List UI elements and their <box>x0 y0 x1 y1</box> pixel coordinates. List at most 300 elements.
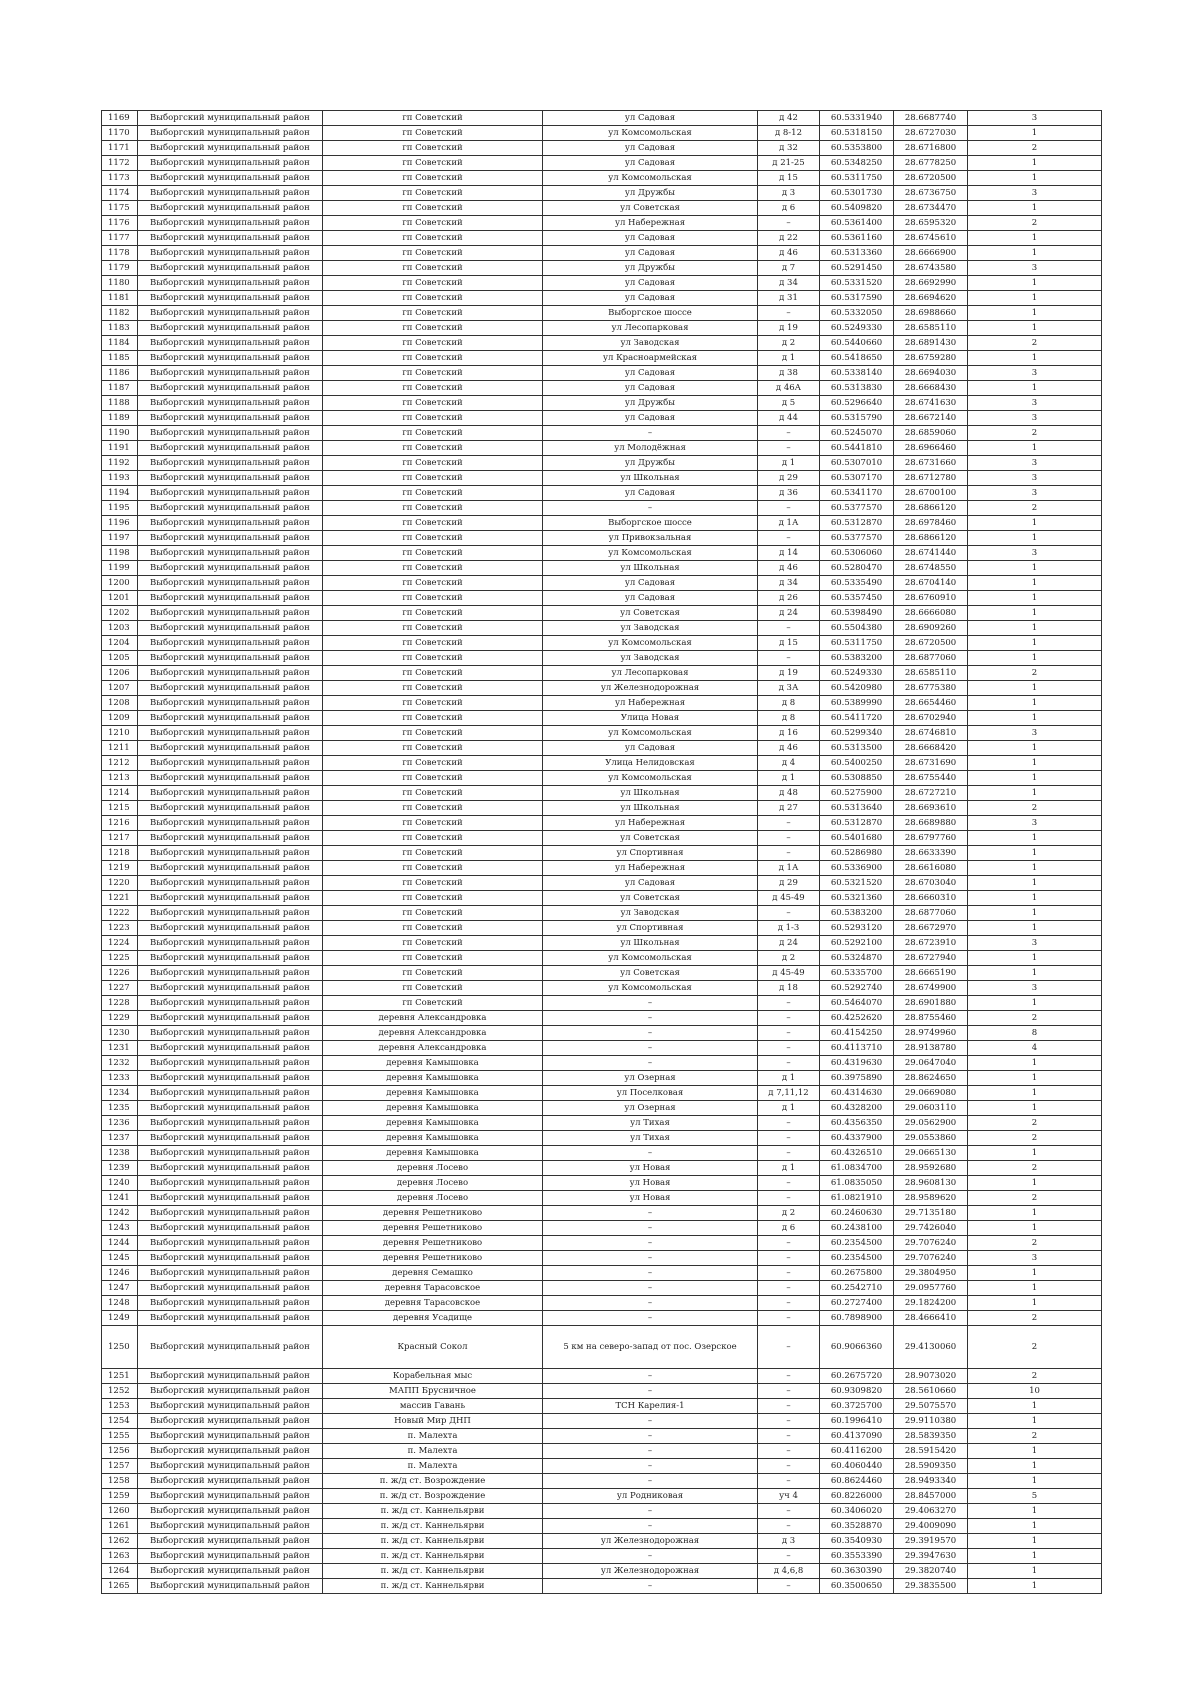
street-cell: – <box>543 1504 758 1519</box>
latitude-cell: 60.5318150 <box>820 126 894 141</box>
street-cell: ул Новая <box>543 1176 758 1191</box>
street-cell: ул Школьная <box>543 561 758 576</box>
row-number-cell: 1255 <box>102 1429 138 1444</box>
district-cell: Выборгский муниципальный район <box>138 1221 323 1236</box>
longitude-cell: 29.7135180 <box>894 1206 968 1221</box>
district-cell: Выборгский муниципальный район <box>138 201 323 216</box>
locality-cell: п. ж/д ст. Каннельярви <box>323 1534 543 1549</box>
table-row <box>102 531 1102 546</box>
count-cell: 1 <box>968 1444 1102 1459</box>
longitude-cell: 28.6877060 <box>894 651 968 666</box>
count-cell: 2 <box>968 666 1102 681</box>
longitude-cell: 28.6595320 <box>894 216 968 231</box>
longitude-cell: 28.6689880 <box>894 816 968 831</box>
locality-cell: гп Советский <box>323 711 543 726</box>
table-row <box>102 801 1102 816</box>
house-cell: – <box>758 831 820 846</box>
street-cell: – <box>543 1474 758 1489</box>
longitude-cell: 28.6775380 <box>894 681 968 696</box>
longitude-cell: 29.0647040 <box>894 1056 968 1071</box>
row-number-cell: 1244 <box>102 1236 138 1251</box>
street-cell: ул Советская <box>543 966 758 981</box>
district-cell: Выборгский муниципальный район <box>138 306 323 321</box>
locality-cell: гп Советский <box>323 606 543 621</box>
row-number-cell: 1263 <box>102 1549 138 1564</box>
longitude-cell: 28.6712780 <box>894 471 968 486</box>
house-cell: – <box>758 1504 820 1519</box>
house-cell: – <box>758 1399 820 1414</box>
table-row <box>102 486 1102 501</box>
longitude-cell: 28.6665190 <box>894 966 968 981</box>
district-cell: Выборгский муниципальный район <box>138 576 323 591</box>
latitude-cell: 60.5504380 <box>820 621 894 636</box>
locality-cell: гп Советский <box>323 216 543 231</box>
longitude-cell: 28.6702940 <box>894 711 968 726</box>
street-cell: ул Железнодорожная <box>543 1564 758 1579</box>
locality-cell: гп Советский <box>323 441 543 456</box>
longitude-cell: 28.6666900 <box>894 246 968 261</box>
row-number-cell: 1264 <box>102 1564 138 1579</box>
district-cell: Выборгский муниципальный район <box>138 1369 323 1384</box>
table-row <box>102 306 1102 321</box>
district-cell: Выборгский муниципальный район <box>138 1519 323 1534</box>
district-cell: Выборгский муниципальный район <box>138 1041 323 1056</box>
locality-cell: деревня Решетниково <box>323 1221 543 1236</box>
latitude-cell: 60.5317590 <box>820 291 894 306</box>
district-cell: Выборгский муниципальный район <box>138 471 323 486</box>
longitude-cell: 28.8755460 <box>894 1011 968 1026</box>
table-row <box>102 786 1102 801</box>
row-number-cell: 1218 <box>102 846 138 861</box>
latitude-cell: 60.5313500 <box>820 741 894 756</box>
count-cell: 2 <box>968 1429 1102 1444</box>
house-cell: – <box>758 651 820 666</box>
row-number-cell: 1246 <box>102 1266 138 1281</box>
district-cell: Выборгский муниципальный район <box>138 1564 323 1579</box>
house-cell: – <box>758 1056 820 1071</box>
table-row <box>102 1206 1102 1221</box>
district-cell: Выборгский муниципальный район <box>138 636 323 651</box>
table-row <box>102 966 1102 981</box>
table-row <box>102 501 1102 516</box>
latitude-cell: 60.2542710 <box>820 1281 894 1296</box>
locality-cell: гп Советский <box>323 816 543 831</box>
street-cell: – <box>543 1146 758 1161</box>
count-cell: 1 <box>968 591 1102 606</box>
locality-cell: деревня Решетниково <box>323 1236 543 1251</box>
locality-cell: п. ж/д ст. Каннельярви <box>323 1579 543 1594</box>
latitude-cell: 60.5338140 <box>820 366 894 381</box>
street-cell: – <box>543 1311 758 1326</box>
latitude-cell: 60.5401680 <box>820 831 894 846</box>
house-cell: д 48 <box>758 786 820 801</box>
district-cell: Выборгский муниципальный район <box>138 1281 323 1296</box>
latitude-cell: 61.0834700 <box>820 1161 894 1176</box>
row-number-cell: 1190 <box>102 426 138 441</box>
longitude-cell: 28.6741630 <box>894 396 968 411</box>
table-row <box>102 756 1102 771</box>
longitude-cell: 28.6909260 <box>894 621 968 636</box>
row-number-cell: 1241 <box>102 1191 138 1206</box>
count-cell: 1 <box>968 516 1102 531</box>
house-cell: д 22 <box>758 231 820 246</box>
longitude-cell: 29.4063270 <box>894 1504 968 1519</box>
row-number-cell: 1186 <box>102 366 138 381</box>
street-cell: ул Новая <box>543 1191 758 1206</box>
latitude-cell: 60.5301730 <box>820 186 894 201</box>
longitude-cell: 28.6749900 <box>894 981 968 996</box>
street-cell: ул Комсомольская <box>543 951 758 966</box>
locality-cell: гп Советский <box>323 951 543 966</box>
longitude-cell: 28.8624650 <box>894 1071 968 1086</box>
house-cell: д 1А <box>758 516 820 531</box>
house-cell: – <box>758 1251 820 1266</box>
locality-cell: п. Малехта <box>323 1429 543 1444</box>
street-cell: – <box>543 1429 758 1444</box>
count-cell: 1 <box>968 1071 1102 1086</box>
longitude-cell: 28.6687740 <box>894 111 968 126</box>
latitude-cell: 60.5321520 <box>820 876 894 891</box>
street-cell: ул Спортивная <box>543 846 758 861</box>
street-cell: ул Школьная <box>543 471 758 486</box>
longitude-cell: 28.6720500 <box>894 636 968 651</box>
table-row <box>102 1549 1102 1564</box>
latitude-cell: 60.5411720 <box>820 711 894 726</box>
locality-cell: гп Советский <box>323 291 543 306</box>
district-cell: Выборгский муниципальный район <box>138 891 323 906</box>
table-row <box>102 606 1102 621</box>
street-cell: ул Советская <box>543 891 758 906</box>
district-cell: Выборгский муниципальный район <box>138 1011 323 1026</box>
locality-cell: гп Советский <box>323 771 543 786</box>
count-cell: 2 <box>968 1011 1102 1026</box>
district-cell: Выборгский муниципальный район <box>138 1191 323 1206</box>
row-number-cell: 1180 <box>102 276 138 291</box>
count-cell: 1 <box>968 441 1102 456</box>
district-cell: Выборгский муниципальный район <box>138 741 323 756</box>
count-cell: 1 <box>968 906 1102 921</box>
longitude-cell: 28.6736750 <box>894 186 968 201</box>
street-cell: ул Комсомольская <box>543 636 758 651</box>
count-cell: 1 <box>968 951 1102 966</box>
district-cell: Выборгский муниципальный район <box>138 666 323 681</box>
latitude-cell: 60.5464070 <box>820 996 894 1011</box>
table-row <box>102 846 1102 861</box>
locality-cell: гп Советский <box>323 426 543 441</box>
latitude-cell: 60.4116200 <box>820 1444 894 1459</box>
latitude-cell: 60.9309820 <box>820 1384 894 1399</box>
row-number-cell: 1173 <box>102 171 138 186</box>
count-cell: 1 <box>968 1101 1102 1116</box>
district-cell: Выборгский муниципальный район <box>138 216 323 231</box>
district-cell: Выборгский муниципальный район <box>138 1579 323 1594</box>
district-cell: Выборгский муниципальный район <box>138 1399 323 1414</box>
count-cell: 1 <box>968 1146 1102 1161</box>
table-row <box>102 111 1102 126</box>
longitude-cell: 29.1824200 <box>894 1296 968 1311</box>
street-cell: ул Садовая <box>543 111 758 126</box>
street-cell: ул Садовая <box>543 411 758 426</box>
house-cell: – <box>758 1414 820 1429</box>
count-cell: 2 <box>968 1236 1102 1251</box>
table-row <box>102 1504 1102 1519</box>
count-cell: 1 <box>968 1519 1102 1534</box>
latitude-cell: 60.5249330 <box>820 321 894 336</box>
longitude-cell: 28.6743580 <box>894 261 968 276</box>
latitude-cell: 60.5311750 <box>820 171 894 186</box>
table-row <box>102 336 1102 351</box>
street-cell: Улица Новая <box>543 711 758 726</box>
table-row <box>102 1369 1102 1384</box>
row-number-cell: 1178 <box>102 246 138 261</box>
row-number-cell: 1201 <box>102 591 138 606</box>
latitude-cell: 60.5440660 <box>820 336 894 351</box>
street-cell: – <box>543 1549 758 1564</box>
house-cell: – <box>758 1281 820 1296</box>
longitude-cell: 28.6633390 <box>894 846 968 861</box>
street-cell: Улица Нелидовская <box>543 756 758 771</box>
row-number-cell: 1179 <box>102 261 138 276</box>
district-cell: Выборгский муниципальный район <box>138 1459 323 1474</box>
district-cell: Выборгский муниципальный район <box>138 366 323 381</box>
street-cell: ул Дружбы <box>543 261 758 276</box>
house-cell: д 6 <box>758 1221 820 1236</box>
count-cell: 2 <box>968 1131 1102 1146</box>
longitude-cell: 29.3919570 <box>894 1534 968 1549</box>
locality-cell: гп Советский <box>323 666 543 681</box>
street-cell: ул Комсомольская <box>543 171 758 186</box>
locality-cell: гп Советский <box>323 366 543 381</box>
latitude-cell: 60.5331520 <box>820 276 894 291</box>
longitude-cell: 28.6585110 <box>894 666 968 681</box>
count-cell: 1 <box>968 246 1102 261</box>
row-number-cell: 1250 <box>102 1326 138 1369</box>
count-cell: 2 <box>968 1191 1102 1206</box>
street-cell: ул Садовая <box>543 576 758 591</box>
longitude-cell: 28.6672140 <box>894 411 968 426</box>
district-cell: Выборгский муниципальный район <box>138 291 323 306</box>
street-cell: ул Дружбы <box>543 186 758 201</box>
house-cell: д 2 <box>758 951 820 966</box>
count-cell: 2 <box>968 1311 1102 1326</box>
house-cell: д 3 <box>758 1534 820 1549</box>
street-cell: ул Красноармейская <box>543 351 758 366</box>
registry-rows <box>102 111 1102 1594</box>
district-cell: Выборгский муниципальный район <box>138 1266 323 1281</box>
longitude-cell: 28.6978460 <box>894 516 968 531</box>
row-number-cell: 1231 <box>102 1041 138 1056</box>
count-cell: 1 <box>968 576 1102 591</box>
latitude-cell: 60.4137090 <box>820 1429 894 1444</box>
street-cell: ул Садовая <box>543 291 758 306</box>
table-row <box>102 1251 1102 1266</box>
district-cell: Выборгский муниципальный район <box>138 1489 323 1504</box>
longitude-cell: 28.6660310 <box>894 891 968 906</box>
table-row <box>102 906 1102 921</box>
table-row <box>102 1296 1102 1311</box>
district-cell: Выборгский муниципальный район <box>138 906 323 921</box>
house-cell: – <box>758 1429 820 1444</box>
street-cell: ул Комсомольская <box>543 771 758 786</box>
longitude-cell: 28.9592680 <box>894 1161 968 1176</box>
row-number-cell: 1249 <box>102 1311 138 1326</box>
district-cell: Выборгский муниципальный район <box>138 231 323 246</box>
row-number-cell: 1235 <box>102 1101 138 1116</box>
count-cell: 1 <box>968 561 1102 576</box>
longitude-cell: 28.6797760 <box>894 831 968 846</box>
row-number-cell: 1197 <box>102 531 138 546</box>
district-cell: Выборгский муниципальный район <box>138 321 323 336</box>
locality-cell: гп Советский <box>323 411 543 426</box>
house-cell: уч 4 <box>758 1489 820 1504</box>
house-cell: – <box>758 1459 820 1474</box>
street-cell: ул Дружбы <box>543 396 758 411</box>
table-row <box>102 201 1102 216</box>
locality-cell: Новый Мир ДНП <box>323 1414 543 1429</box>
count-cell: 2 <box>968 216 1102 231</box>
district-cell: Выборгский муниципальный район <box>138 606 323 621</box>
latitude-cell: 60.5299340 <box>820 726 894 741</box>
district-cell: Выборгский муниципальный район <box>138 456 323 471</box>
street-cell: ул Молодёжная <box>543 441 758 456</box>
table-row <box>102 1564 1102 1579</box>
latitude-cell: 60.5331940 <box>820 111 894 126</box>
row-number-cell: 1240 <box>102 1176 138 1191</box>
table-row <box>102 216 1102 231</box>
count-cell: 1 <box>968 786 1102 801</box>
count-cell: 1 <box>968 711 1102 726</box>
locality-cell: гп Советский <box>323 351 543 366</box>
row-number-cell: 1171 <box>102 141 138 156</box>
longitude-cell: 28.6692990 <box>894 276 968 291</box>
district-cell: Выборгский муниципальный район <box>138 1296 323 1311</box>
row-number-cell: 1202 <box>102 606 138 621</box>
district-cell: Выборгский муниципальный район <box>138 261 323 276</box>
house-cell: – <box>758 1326 820 1369</box>
latitude-cell: 60.4314630 <box>820 1086 894 1101</box>
longitude-cell: 28.8457000 <box>894 1489 968 1504</box>
count-cell: 2 <box>968 336 1102 351</box>
district-cell: Выборгский муниципальный район <box>138 651 323 666</box>
house-cell: д 27 <box>758 801 820 816</box>
district-cell: Выборгский муниципальный район <box>138 711 323 726</box>
longitude-cell: 28.6755440 <box>894 771 968 786</box>
locality-cell: гп Советский <box>323 111 543 126</box>
latitude-cell: 60.5324870 <box>820 951 894 966</box>
locality-cell: гп Советский <box>323 591 543 606</box>
locality-cell: гп Советский <box>323 141 543 156</box>
district-cell: Выборгский муниципальный район <box>138 186 323 201</box>
district-cell: Выборгский муниципальный район <box>138 1116 323 1131</box>
longitude-cell: 29.0562900 <box>894 1116 968 1131</box>
street-cell: ТСН Карелия-1 <box>543 1399 758 1414</box>
district-cell: Выборгский муниципальный район <box>138 246 323 261</box>
row-number-cell: 1203 <box>102 621 138 636</box>
row-number-cell: 1226 <box>102 966 138 981</box>
latitude-cell: 60.5420980 <box>820 681 894 696</box>
latitude-cell: 60.5398490 <box>820 606 894 621</box>
latitude-cell: 60.5292100 <box>820 936 894 951</box>
street-cell: ул Садовая <box>543 366 758 381</box>
latitude-cell: 60.5313640 <box>820 801 894 816</box>
district-cell: Выборгский муниципальный район <box>138 861 323 876</box>
longitude-cell: 29.0553860 <box>894 1131 968 1146</box>
house-cell: д 16 <box>758 726 820 741</box>
street-cell: – <box>543 996 758 1011</box>
table-row <box>102 126 1102 141</box>
street-cell: ул Советская <box>543 831 758 846</box>
house-cell: д 44 <box>758 411 820 426</box>
count-cell: 1 <box>968 321 1102 336</box>
table-row <box>102 591 1102 606</box>
street-cell: ул Лесопарковая <box>543 666 758 681</box>
street-cell: ул Комсомольская <box>543 981 758 996</box>
house-cell: д 1 <box>758 1161 820 1176</box>
registry-table <box>101 110 1102 1594</box>
locality-cell: деревня Александровка <box>323 1041 543 1056</box>
longitude-cell: 28.6745610 <box>894 231 968 246</box>
district-cell: Выборгский муниципальный район <box>138 126 323 141</box>
house-cell: д 15 <box>758 171 820 186</box>
locality-cell: гп Советский <box>323 906 543 921</box>
latitude-cell: 61.0835050 <box>820 1176 894 1191</box>
house-cell: – <box>758 1296 820 1311</box>
district-cell: Выборгский муниципальный район <box>138 1131 323 1146</box>
row-number-cell: 1219 <box>102 861 138 876</box>
longitude-cell: 28.9493340 <box>894 1474 968 1489</box>
locality-cell: деревня Тарасовское <box>323 1296 543 1311</box>
table-row <box>102 276 1102 291</box>
house-cell: д 45-49 <box>758 966 820 981</box>
count-cell: 1 <box>968 1534 1102 1549</box>
house-cell: – <box>758 1549 820 1564</box>
row-number-cell: 1229 <box>102 1011 138 1026</box>
count-cell: 8 <box>968 1026 1102 1041</box>
table-row <box>102 1146 1102 1161</box>
longitude-cell: 28.6654460 <box>894 696 968 711</box>
locality-cell: гп Советский <box>323 396 543 411</box>
house-cell: д 36 <box>758 486 820 501</box>
row-number-cell: 1193 <box>102 471 138 486</box>
house-cell: д 14 <box>758 546 820 561</box>
house-cell: – <box>758 1236 820 1251</box>
longitude-cell: 28.6703040 <box>894 876 968 891</box>
count-cell: 1 <box>968 636 1102 651</box>
locality-cell: деревня Камышовка <box>323 1116 543 1131</box>
locality-cell: гп Советский <box>323 381 543 396</box>
locality-cell: гп Советский <box>323 831 543 846</box>
count-cell: 1 <box>968 681 1102 696</box>
row-number-cell: 1252 <box>102 1384 138 1399</box>
street-cell: ул Садовая <box>543 156 758 171</box>
locality-cell: гп Советский <box>323 786 543 801</box>
row-number-cell: 1253 <box>102 1399 138 1414</box>
longitude-cell: 28.4666410 <box>894 1311 968 1326</box>
latitude-cell: 60.5292740 <box>820 981 894 996</box>
street-cell: ул Привокзальная <box>543 531 758 546</box>
longitude-cell: 28.6966460 <box>894 441 968 456</box>
count-cell: 1 <box>968 1281 1102 1296</box>
row-number-cell: 1259 <box>102 1489 138 1504</box>
longitude-cell: 28.6720500 <box>894 171 968 186</box>
locality-cell: деревня Камышовка <box>323 1086 543 1101</box>
latitude-cell: 60.5353800 <box>820 141 894 156</box>
table-row <box>102 666 1102 681</box>
district-cell: Выборгский муниципальный район <box>138 381 323 396</box>
latitude-cell: 60.4113710 <box>820 1041 894 1056</box>
count-cell: 2 <box>968 801 1102 816</box>
district-cell: Выборгский муниципальный район <box>138 621 323 636</box>
